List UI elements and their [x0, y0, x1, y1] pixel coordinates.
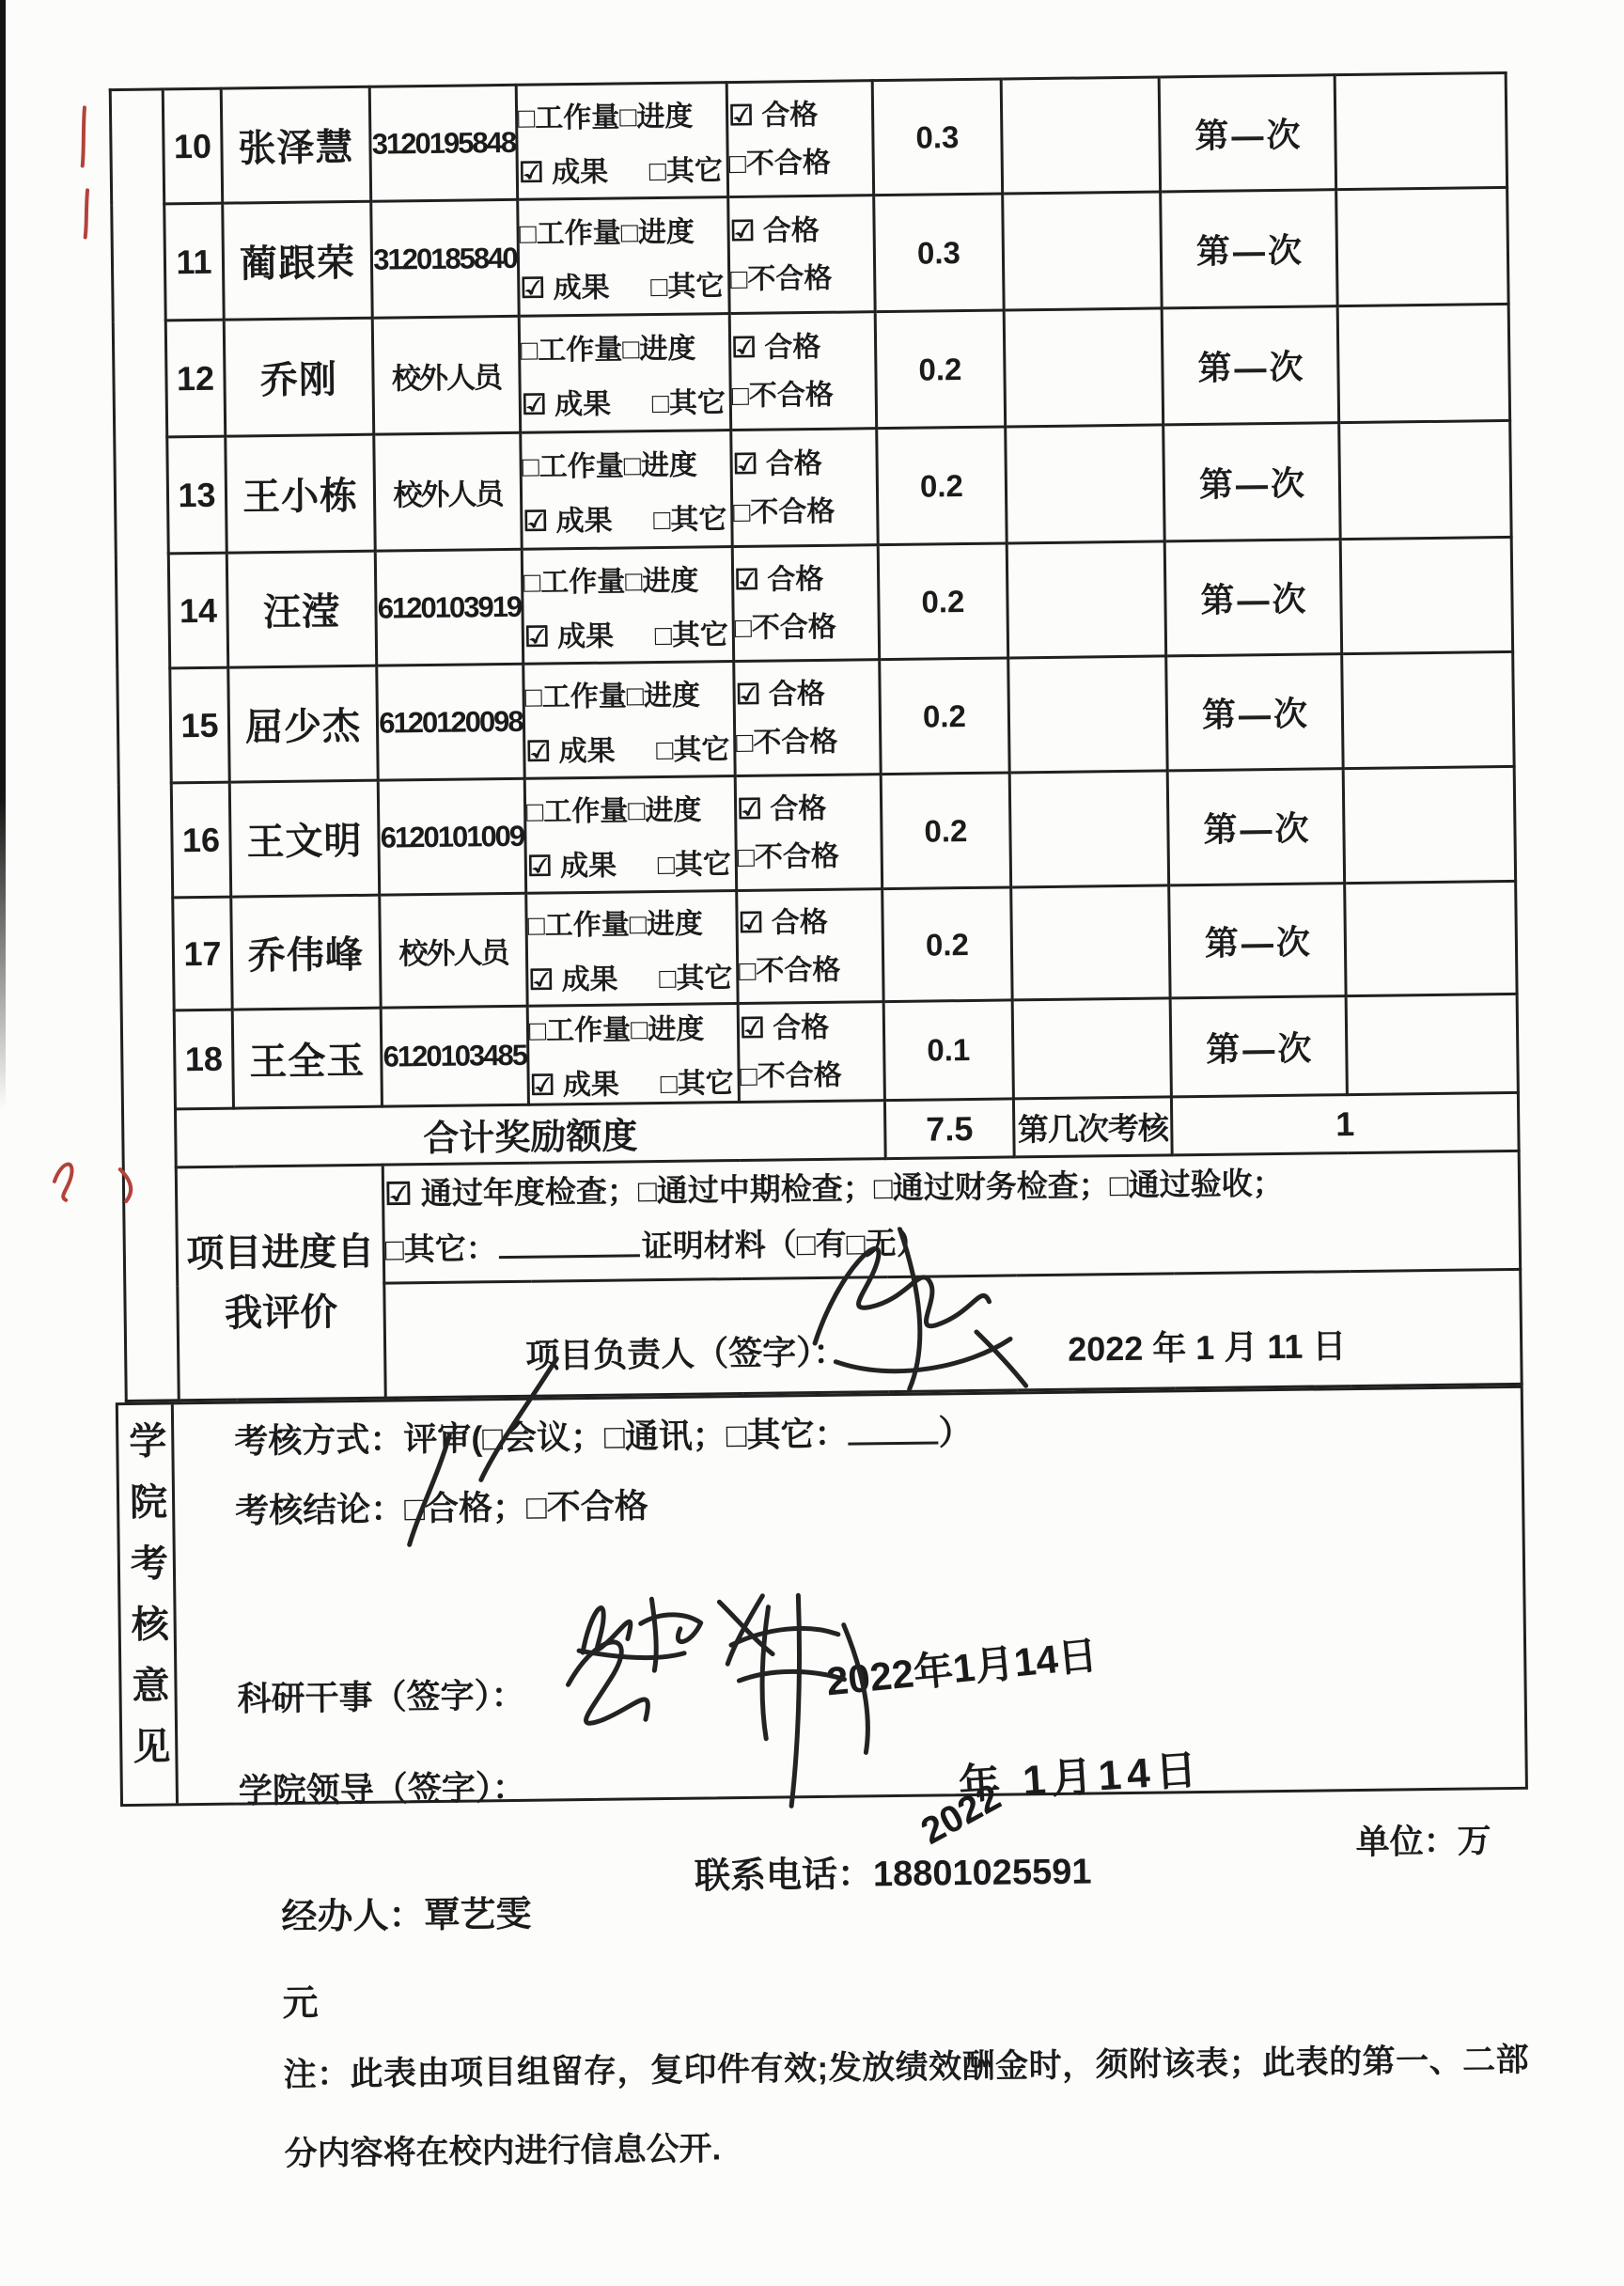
reward-amount: 0.2 [880, 658, 1009, 775]
reward-amount: 0.2 [881, 773, 1010, 889]
other-evidence-line: □其它： 证明材料（□有□无） [384, 1225, 928, 1268]
table-row: 16 王文明 6120101009 □工作量□进度 ☑ 成果 □其它 ☑ 合格 □不合格 0.2 第 次 [118, 766, 1515, 898]
table-row: 18 王全玉 6120103485 □工作量□进度 ☑ 成果 □其它 ☑ 合格 □不合格 0.1 第 次 [121, 994, 1518, 1109]
table-row: 12 乔刚 校外人员 □工作量□进度 ☑ 成果 □其它 ☑ 合格 □不合格 0.2 第 次 [113, 304, 1509, 437]
self-eval-label: 项目进度自我评价 [176, 1165, 385, 1401]
project-leader-sign-label: 项目负责人（签字）： [524, 1332, 848, 1375]
assessment-round: 第 次 [1159, 75, 1335, 192]
reward-amount: 0.1 [883, 1000, 1013, 1101]
member-id: 3120195848 [369, 85, 517, 201]
member-index: 11 [164, 203, 225, 321]
footnote-line1: 注：此表由项目组留存，复印件有效;发放绩效酬金时，须附该表；此表的第一、二部 [283, 2041, 1530, 2094]
contact-phone: 联系电话：18801025591 [694, 1852, 1092, 1897]
reward-amount: 0.3 [874, 194, 1005, 312]
member-name: 王文明 [229, 780, 379, 897]
college-leader-sign-date: 年 1月14日 [957, 1746, 1204, 1808]
unit-label: 单位：万 [1355, 1821, 1491, 1862]
assessment-round: 第 次 [1162, 306, 1339, 425]
empty-cell [1335, 72, 1507, 189]
member-index: 10 [163, 88, 222, 204]
meeting-checkbox-stroke [474, 1353, 565, 1485]
college-side-label-column [118, 1404, 179, 1804]
table-row: 13 王小栋 校外人员 □工作量□进度 ☑ 成果 □其它 ☑ 合格 □不合格 0.2 第 次 [115, 420, 1511, 554]
assessment-round: 第 次 [1170, 996, 1347, 1097]
total-reward-label: 合计奖励额度 [175, 1101, 885, 1167]
assessment-method-line: 考核方式：评审(□会议；□通讯；□其它： ） [234, 1413, 973, 1461]
red-pen-mark [73, 100, 96, 241]
signature-project-leader [787, 1199, 1081, 1405]
member-name: 汪滢 [226, 551, 376, 667]
assessment-round: 第 次 [1169, 884, 1346, 998]
assessment-conclusion-line: 考核结论：□合格；□不合格 [234, 1486, 648, 1530]
assessment-round: 第 次 [1161, 190, 1338, 308]
pass-checkbox-stroke [404, 1430, 458, 1553]
assessment-round: 第 次 [1164, 540, 1341, 656]
member-index: 12 [165, 320, 226, 437]
checkbox-achievement: ☑ 成果 [518, 156, 609, 189]
member-id: 3120185840 [371, 199, 520, 318]
handler-name: 经办人：覃艺雯 [281, 1894, 532, 1938]
checkbox-fail: □不合格 [728, 147, 832, 180]
blank-underline [1231, 133, 1263, 140]
checkbox-pass: ☑ 合格 [727, 99, 819, 132]
member-index: 17 [173, 897, 232, 1010]
table-row: 17 乔伟峰 校外人员 □工作量□进度 ☑ 成果 □其它 ☑ 合格 □不合格 0.2 第 次 [120, 881, 1517, 1010]
member-name: 蔺跟荣 [223, 201, 373, 320]
assessment-round: 第 次 [1163, 423, 1341, 541]
assessment-content-checkboxes [516, 83, 727, 200]
reward-amount: 0.2 [877, 427, 1007, 545]
table-row: 14 汪滢 6120103919 □工作量□进度 ☑ 成果 □其它 ☑ 合格 □不合格 0.2 第 次 [116, 537, 1512, 668]
assessment-count-label: 第几次考核 [1013, 1097, 1172, 1157]
table-row [110, 72, 1507, 204]
member-name: 乔伟峰 [231, 895, 381, 1010]
total-reward-value: 7.5 [884, 1099, 1014, 1159]
blank-underline [498, 1227, 639, 1260]
pass-checkboxes [726, 81, 873, 197]
member-id: 校外人员 [380, 893, 527, 1008]
table-row: 11 蔺跟荣 3120185840 □工作量□进度 ☑ 成果 □其它 ☑ 合格 □不合格 0.3 第 次 [112, 187, 1508, 321]
member-index: 18 [174, 1010, 233, 1109]
progress-checkboxes-line: ☑ 通过年度检查；□通过中期检查；□通过财务检查；□通过验收； [383, 1165, 1284, 1212]
member-name: 王小栋 [226, 434, 376, 553]
reward-amount: 0.2 [878, 543, 1007, 660]
member-name: 乔刚 [224, 318, 374, 436]
member-name: 王全玉 [232, 1008, 382, 1108]
member-id: 6120103485 [381, 1006, 528, 1106]
research-secretary-sign-date: 2022年1月14日 [823, 1632, 1100, 1704]
blank-underline [848, 1415, 938, 1445]
signature-college-leader [533, 1567, 977, 1823]
member-id: 校外人员 [374, 432, 523, 551]
member-id: 6120101009 [378, 778, 525, 895]
member-index: 13 [167, 436, 227, 554]
checkbox-line-workload: □工作量□进度 [517, 101, 694, 134]
table-row: 15 屈少杰 6120120098 □工作量□进度 ☑ 成果 □其它 ☑ 合格 □不合格 0.2 第 次 [117, 651, 1514, 783]
assessment-round: 第 次 [1167, 769, 1344, 885]
member-index: 15 [170, 667, 229, 783]
member-name: 屈少杰 [228, 665, 378, 782]
college-side-label: 学院考核意见 [123, 1420, 170, 1789]
member-id: 6120120098 [377, 664, 524, 780]
member-index: 16 [171, 782, 230, 898]
reward-amount: 0.2 [882, 887, 1012, 1002]
checkbox-other: □其它 [648, 154, 724, 187]
member-id: 6120103919 [375, 549, 523, 665]
empty-cell [1001, 77, 1160, 194]
member-name: 张泽慧 [221, 86, 370, 203]
reward-amount: 0.3 [872, 79, 1002, 196]
red-pen-mark [43, 1149, 157, 1215]
college-leader-sign-label: 学院领导（签字）： [238, 1767, 527, 1810]
assessment-round: 第 次 [1166, 654, 1343, 771]
college-leader-sign-year: 2022 [914, 1776, 1008, 1853]
assessment-count-value: 1 [1171, 1092, 1519, 1155]
project-leader-sign-date: 2022 年 1 月 11 日 [1067, 1326, 1347, 1369]
member-id: 校外人员 [372, 316, 521, 434]
reward-amount: 0.2 [875, 310, 1006, 429]
footnote-line2: 分内容将在校内进行信息公开. [284, 2130, 722, 2173]
unit-label-wrap: 元 [282, 1983, 319, 2025]
member-index: 14 [168, 553, 227, 668]
research-secretary-sign-label: 科研干事（签字）： [237, 1675, 525, 1718]
